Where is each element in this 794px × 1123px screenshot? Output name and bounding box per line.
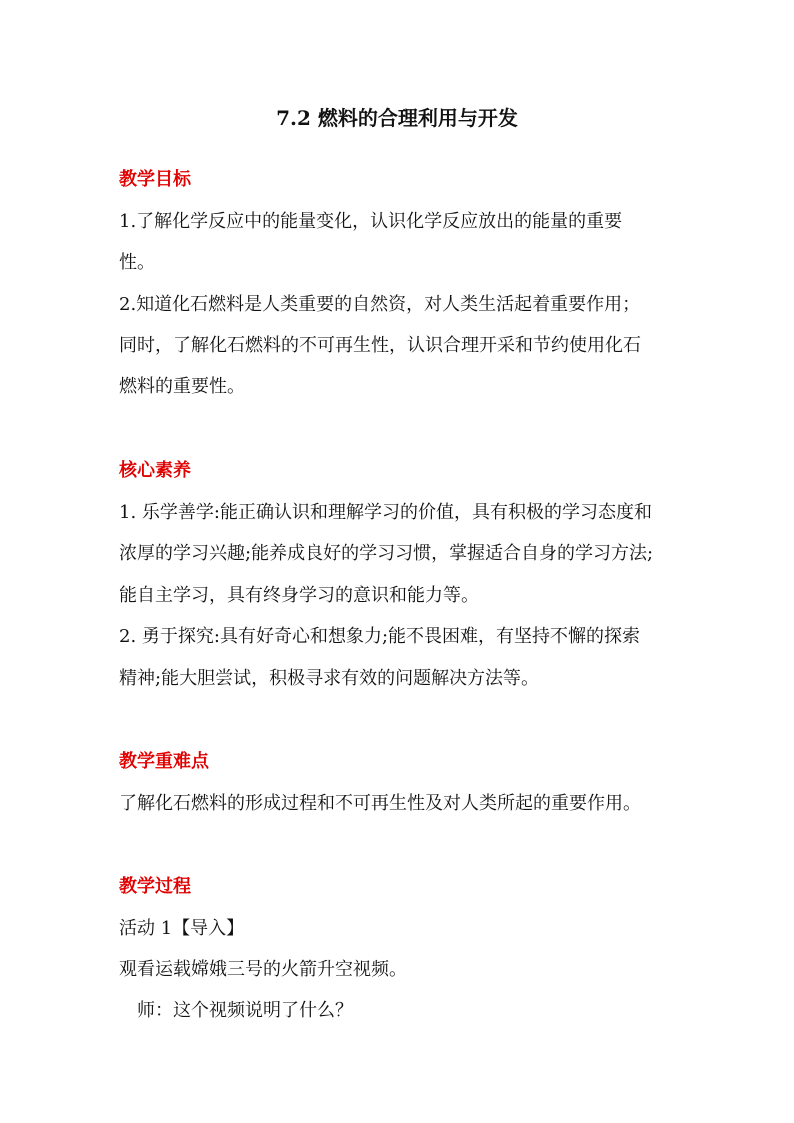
goals-line-2: 性。 xyxy=(119,252,155,273)
goals-line-5: 燃料的重要性。 xyxy=(119,376,245,397)
goals-line-3: 2.知道化石燃料是人类重要的自然资，对人类生活起着重要作用； xyxy=(119,294,641,315)
literacy-line-4: 2. 勇于探究:具有好奇心和想象力;能不畏困难，有坚持不懈的探索 xyxy=(119,626,641,647)
literacy-line-3: 能自主学习，具有终身学习的意识和能力等。 xyxy=(119,585,479,606)
section-heading-goals: 教学目标 xyxy=(119,169,191,190)
keypoints-line-1: 了解化石燃料的形成过程和不可再生性及对人类所起的重要作用。 xyxy=(119,793,641,814)
process-line-2: 观看运载嫦娥三号的火箭升空视频。 xyxy=(119,959,407,980)
section-heading-literacy: 核心素养 xyxy=(119,460,191,481)
goals-line-4: 同时，了解化石燃料的不可再生性，认识合理开采和节约使用化石 xyxy=(119,335,641,356)
process-line-1: 活动 1【导入】 xyxy=(119,918,245,939)
literacy-line-1: 1. 乐学善学:能正确认识和理解学习的价值，具有积极的学习态度和 xyxy=(119,502,652,523)
section-heading-keypoints: 教学重难点 xyxy=(119,751,209,772)
goals-line-1: 1.了解化学反应中的能量变化，认识化学反应放出的能量的重要 xyxy=(119,211,623,232)
section-heading-process: 教学过程 xyxy=(119,876,191,897)
document-title: 7.2 燃料的合理利用与开发 xyxy=(276,106,518,130)
literacy-line-2: 浓厚的学习兴趣;能养成良好的学习习惯，掌握适合自身的学习方法; xyxy=(119,543,654,564)
process-line-3: 师：这个视频说明了什么？ xyxy=(137,1000,353,1021)
literacy-line-5: 精神;能大胆尝试，积极寻求有效的问题解决方法等。 xyxy=(119,668,540,689)
